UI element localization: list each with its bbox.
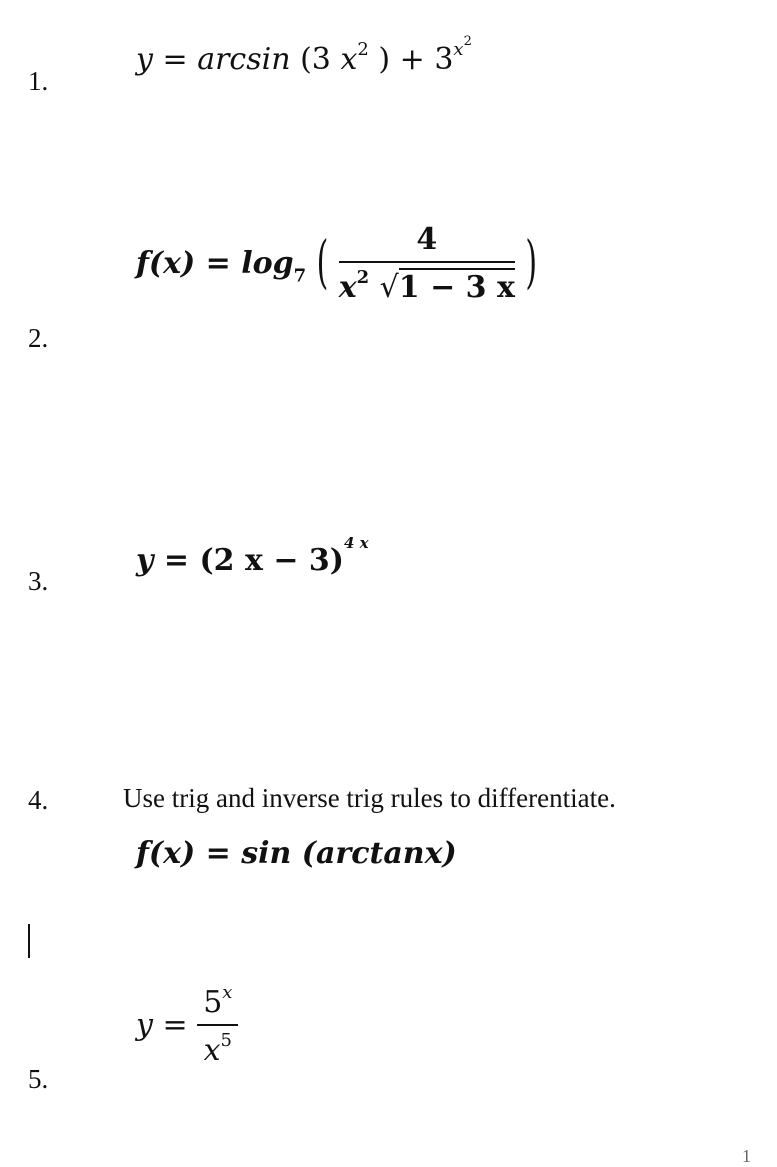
eq5-equals: =: [162, 1007, 188, 1043]
instruction-text: Use trig and inverse trig rules to differentiate.: [123, 783, 616, 813]
eq2-function: log: [241, 246, 294, 281]
eq2-equals: =: [205, 246, 231, 281]
eq1-var: x: [340, 42, 358, 77]
eq2-lhs: f(x): [136, 246, 196, 281]
eq4-expression: sin (arctanx): [241, 836, 457, 871]
eq3-lhs: y: [136, 543, 154, 578]
eq2-open-paren: (: [316, 230, 329, 297]
eq4-lhs: f(x): [136, 836, 196, 871]
eq5-den-base: x: [203, 1033, 221, 1068]
equation-2: [136, 222, 537, 305]
eq1-base: 3: [434, 42, 454, 77]
eq1-exponent-var: x: [453, 39, 464, 60]
problem-number-5: 5.: [28, 1064, 49, 1094]
eq3-equals: =: [163, 543, 190, 578]
eq5-lhs: y: [136, 1007, 153, 1043]
eq2-sqrt-sign: √: [379, 270, 399, 305]
eq1-plus: +: [399, 42, 425, 77]
eq5-numerator: [197, 982, 238, 1024]
eq2-den-exp: 2: [356, 267, 370, 288]
eq1-coef: 3: [311, 42, 331, 77]
equation-4: [136, 836, 457, 871]
eq2-den-var: x: [338, 270, 357, 305]
eq5-den-exp: 5: [220, 1030, 232, 1051]
eq1-open-paren: (: [300, 42, 312, 77]
eq2-close-paren: ): [525, 230, 538, 297]
eq4-equals: =: [205, 836, 231, 871]
equation-3: [136, 534, 369, 578]
eq1-lhs: y: [136, 42, 153, 77]
eq1-equals: =: [162, 42, 188, 77]
eq2-fraction: [339, 222, 515, 305]
eq1-function: arcsin: [197, 42, 291, 77]
eq2-numerator: 4: [416, 222, 438, 257]
eq1-exponent-exp: 2: [463, 34, 472, 49]
eq5-fraction: [197, 982, 238, 1068]
problem-number-2: 2.: [28, 323, 49, 353]
text-cursor: [28, 924, 30, 958]
problem-number-4: 4.: [28, 785, 49, 815]
eq1-close-paren: ): [378, 42, 391, 77]
eq5-denominator: [197, 1026, 238, 1068]
equation-5: [136, 982, 238, 1068]
eq2-log-base: 7: [293, 265, 307, 287]
problem-number-1: 1.: [28, 66, 49, 96]
eq3-exponent: 4 x: [343, 534, 369, 552]
eq5-num-exp: x: [222, 982, 233, 1003]
page-number: 1: [742, 1146, 751, 1166]
eq5-num-base: 5: [203, 985, 223, 1020]
problem-number-3: 3.: [28, 566, 49, 596]
eq2-denominator: [339, 263, 515, 305]
eq2-sqrt-arg: 1 − 3 x: [398, 270, 515, 305]
eq1-var-exp: 2: [357, 39, 369, 60]
eq3-base: (2 x − 3): [199, 543, 344, 578]
equation-1: [136, 34, 472, 77]
